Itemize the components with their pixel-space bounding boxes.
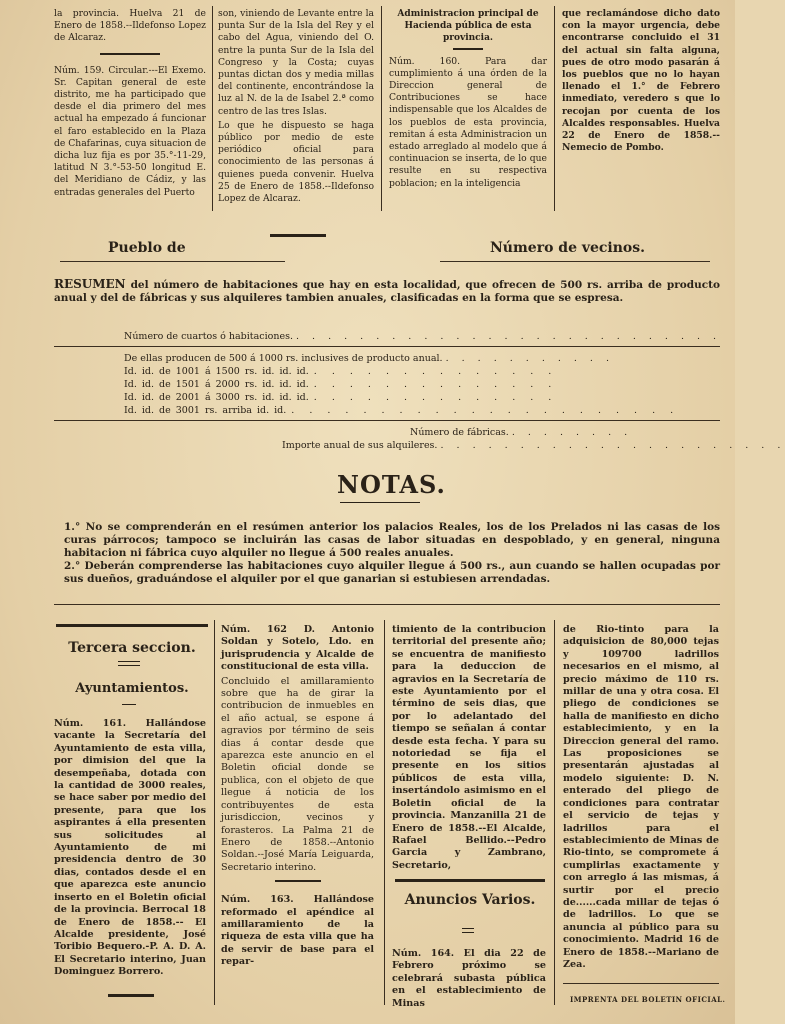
- column-rule: [384, 620, 385, 1005]
- row-label: Número de fábricas.: [410, 427, 509, 438]
- bottom-col-4: [563, 624, 719, 973]
- section-bar: [395, 879, 545, 882]
- row-label: Id. id. de 3001 rs. arriba id. id.: [124, 405, 287, 416]
- row-1001-1500: Id. id. de 1001 á 1500 rs. id. id. id. . . . . . . . . . . . . . .: [124, 366, 557, 377]
- row-1501-2000: Id. id. de 1501 á 2000 rs. id. id. id. . . . . . . . . . . . . . .: [124, 379, 557, 390]
- top-col3-para: Núm. 160. Para dar cumplimiento á una órden de la Direccion general de Contribuciones se hace indispensable que los Alcaldes de los pueblos de esta provincia, remitan á esta Administracion un estado arreglado al modelo que á continuacion se inserta, de lo que resulte en su respectiva poblacion; en la inteligencia: [389, 55, 547, 189]
- ayuntamientos-heading: Ayuntamientos.: [75, 681, 189, 696]
- nota-2-text: Deberán comprenderse las habitaciones cuyo alquiler llegue á 500 rs., aun cuando se hallen ocupadas por sus dueños, graduándose el alquiler por el que ganarian si estubiesen arrendadas.: [64, 560, 720, 585]
- row-label: De ellas producen de 500 á 1000 rs. inclusives de producto anual.: [124, 353, 443, 364]
- anuncios-varios-heading: Anuncios Varios.: [404, 892, 536, 908]
- column-rule: [554, 620, 555, 1005]
- resumen-paragraph: [54, 278, 720, 305]
- anuncio-163: Núm. 163. Hallándose reformado el apéndice al amillaramiento de la riqueza de esta villa que ha de servir de base para el repar-: [221, 894, 374, 968]
- bottom-col-3: [392, 624, 546, 874]
- vecinos-fill-line: [440, 261, 710, 262]
- row-fabricas: Número de fábricas. . . . . . . . .: [410, 427, 633, 438]
- row-label: Id. id. de 1001 á 1500 rs. id. id. id.: [124, 366, 309, 377]
- anuncio-162-body: Concluido el amillaramiento sobre que ha de girar la contribucion de inmuebles en el año actual, se espone á agravios por término de seis dias á contar desde que aparezca este anuncio en el Boletin oficial donde se publica, con el objeto de que llegue á noticia de los contribuyentes de esta jurisdiccion, vecinos y forasteros. La Palma 21 de Enero de 1858.--Antonio Soldan.--José María Leiguarda, Secretario interino.: [221, 675, 374, 873]
- divider: [100, 53, 160, 55]
- divider: [453, 48, 483, 50]
- divider: [118, 665, 140, 666]
- top-col-1: [54, 8, 206, 201]
- anuncio-163-continued: timiento de la contribucion territorial del presente año; se encuentra de manifiesto para la deduccion de agravios en la Secretaría de este Ayuntamiento por el término de seis dias, que por lo adelantado del tiempo se señalan á contar desde esta fecha. Y para su notoriedad se fija el presente en los sitios públicos de esta villa, insertándolo asimismo en el Boletin oficial de la provincia. Manzanilla 21 de Enero de 1858.--El Alcalde, Rafael Bellido.--Pedro Garcia y Zambrano, Secretario,: [392, 624, 546, 871]
- resumen-text: del número de habitaciones que hay en esta localidad, que ofrecen de 500 rs. arriba de producto anual y del de fábricas y sus alquileres tambien anuales, clasificadas en la forma que se espresa.: [54, 279, 720, 304]
- row-500-1000: De ellas producen de 500 á 1000 rs. inclusives de producto anual. . . . . . . . . . . .: [124, 353, 614, 364]
- row-cuartos: Número de cuartos ó habitaciones. . . . . . . . . . . . . . . . . . . . . . . . . . . .: [124, 331, 722, 342]
- footer-rule: [563, 983, 719, 984]
- imprenta-footer: IMPRENTA DEL BOLETIN OFICIAL.: [570, 995, 726, 1004]
- vecinos-label: Número de vecinos.: [490, 240, 646, 256]
- top-col-4: [562, 8, 720, 156]
- pueblo-label: Pueblo de: [108, 240, 186, 256]
- row-3001-arriba: Id. id. de 3001 rs. arriba id. id. . . . . . . . . . . . . . . . . . . . . . .: [124, 405, 679, 416]
- nota-1-text: No se comprenderán en el resúmen anterior los palacios Reales, los de los Prelados ni las casas de los curas párrocos; tampoco se incluirán las casas de labor situadas en despoblado, y en general, ninguna habitacion ni fábrica cuyo alquiler no llegue á 500 reales anuales.: [64, 521, 721, 559]
- anuncio-161: Núm. 161. Hallándose vacante la Secretaría del Ayuntamiento de esta villa, por dimision del que la desempeñaba, dotada con la cantidad de 3000 reales, se hace saber por medio del presente, para que los aspirantes á ella presenten sus solicitudes al Ayuntamiento de mi presidencia dentro de 30 dias, contados desde el en que aparezca este anuncio inserto en el Boletin oficial de la provincia. Berrocal 18 de Enero de 1858.-- El Alcalde presidente, José Toribio Bequero.-P. A. D. A. El Secretario interino, Juan Dominguez Borrero.: [54, 718, 206, 978]
- column-rule: [554, 6, 555, 211]
- bottom-col-1: [54, 718, 206, 981]
- row-importe: Importe anual de sus alquileres. . . . . . . . . . . . . . . . . . . . . . .: [282, 440, 785, 451]
- row-2001-3000: Id. id. de 2001 á 3000 rs. id. id. id. . . . . . . . . . . . . . .: [124, 392, 557, 403]
- resumen-word: RESUMEN: [54, 277, 126, 291]
- nota-2: [64, 560, 720, 586]
- hacienda-header: Administracion principal de Hacienda pública de esta provincia.: [397, 9, 539, 44]
- column-rule: [214, 620, 215, 1005]
- divider: [340, 502, 420, 503]
- table-rule: [54, 420, 720, 421]
- divider: [270, 234, 326, 237]
- top-col-2: [218, 8, 374, 207]
- divider: [108, 994, 154, 997]
- section-rule: [54, 604, 720, 605]
- row-label: Id. id. de 2001 á 3000 rs. id. id. id.: [124, 392, 309, 403]
- top-col4-para: que reclamándose dicho dato con la mayor urgencia, debe encontrarse concluido el 31 del actual sin falta alguna, pues de otro modo pasarán á los pueblos que no lo hayan llenado el 1.° de Febrero inmediato, veredero s que lo recojan por cuenta de los Alcaldes responsables. Huelva 22 de Enero de 1858.--Nemecio de Pombo.: [562, 8, 720, 154]
- divider: [118, 661, 140, 662]
- anuncio-162-heading: Núm. 162 D. Antonio Soldan y Sotelo, Ldo. en jurisprudencia y Alcalde de constitucional de esta villa.: [221, 624, 374, 673]
- top-col2-para-1: son, viniendo de Levante entre la punta Sur de la Isla del Rey y el cabo del Agua, viniendo del O. entre la punta Sur de la Isla del Congreso y la Costa; cuyas puntas dictan dos y media millas del continente, encontrándose la luz al N. de la de Isabel 2.ª como centro de las tres Islas.: [218, 8, 374, 117]
- nota-1-number: 1.°: [64, 521, 81, 533]
- column-rule: [381, 6, 382, 211]
- row-label: Número de cuartos ó habitaciones.: [124, 331, 293, 342]
- notas-title: NOTAS.: [337, 470, 446, 499]
- bottom-col-2: [221, 624, 374, 971]
- top-col1-para-2: Núm. 159. Circular.---El Exemo. Sr. Capitan general de este distrito, me ha participado que desde el dia primero del mes actual ha empezado á funcionar el faro establecido en la Plaza de Chafarinas, cuya situacion de dicha luz fija es por 35.°-11-29, latitud N 3.°-53-50 longitud E. del Meridiano de Cádiz, y las entradas generales del Puerto: [54, 64, 206, 198]
- table-rule: [54, 346, 720, 347]
- tercera-seccion-heading: Tercera seccion.: [68, 640, 196, 656]
- anuncio-164-continued: de Rio-tinto para la adquisicion de 80,000 tejas y 109700 ladrillos necesarios en el mismo, al precio máximo de 110 rs. millar de una y otra cosa. El pliego de condiciones se halla de manifiesto en dicho establecimiento, y en la Direccion general del ramo. Las proposiciones se presentarán ajustadas al modelo siguiente: D. N. enterado del pliego de condiciones para contratar el servicio de tejas y ladrillos para el establecimiento de Minas de Rio-tinto, se compromete á cumplirlas exactamente y con arreglo á las mismas, á surtir por el precio de......cada millar de tejas ó de ladrillos. Lo que se anuncia al público para su conocimiento. Madrid 16 de Enero de 1858.--Mariano de Zea.: [563, 624, 719, 970]
- divider: [462, 928, 474, 929]
- section-bar: [56, 624, 208, 627]
- row-label: Importe anual de sus alquileres.: [282, 440, 438, 451]
- top-col-3: [389, 8, 547, 192]
- nota-1: [64, 521, 720, 560]
- divider: [122, 704, 136, 705]
- bottom-col-3b: [392, 948, 546, 1012]
- nota-2-number: 2.°: [64, 560, 81, 572]
- divider: [275, 880, 321, 882]
- anuncio-164: Núm. 164. El dia 22 de Febrero próximo se celebrará subasta pública en el establecimiento de Minas: [392, 948, 546, 1009]
- top-col2-para-2: Lo que he dispuesto se haga público por medio de este periódico oficial para conocimiento de las personas á quienes pueda convenir. Huelva 25 de Enero de 1858.--Ildefonso Lopez de Alcaraz.: [218, 119, 374, 205]
- top-col1-para-1: la provincia. Huelva 21 de Enero de 1858.--Ildefonso Lopez de Alcaraz.: [54, 8, 206, 44]
- row-label: Id. id. de 1501 á 2000 rs. id. id. id.: [124, 379, 309, 390]
- pueblo-fill-line: [60, 261, 285, 262]
- divider: [462, 932, 474, 933]
- column-rule: [212, 6, 213, 211]
